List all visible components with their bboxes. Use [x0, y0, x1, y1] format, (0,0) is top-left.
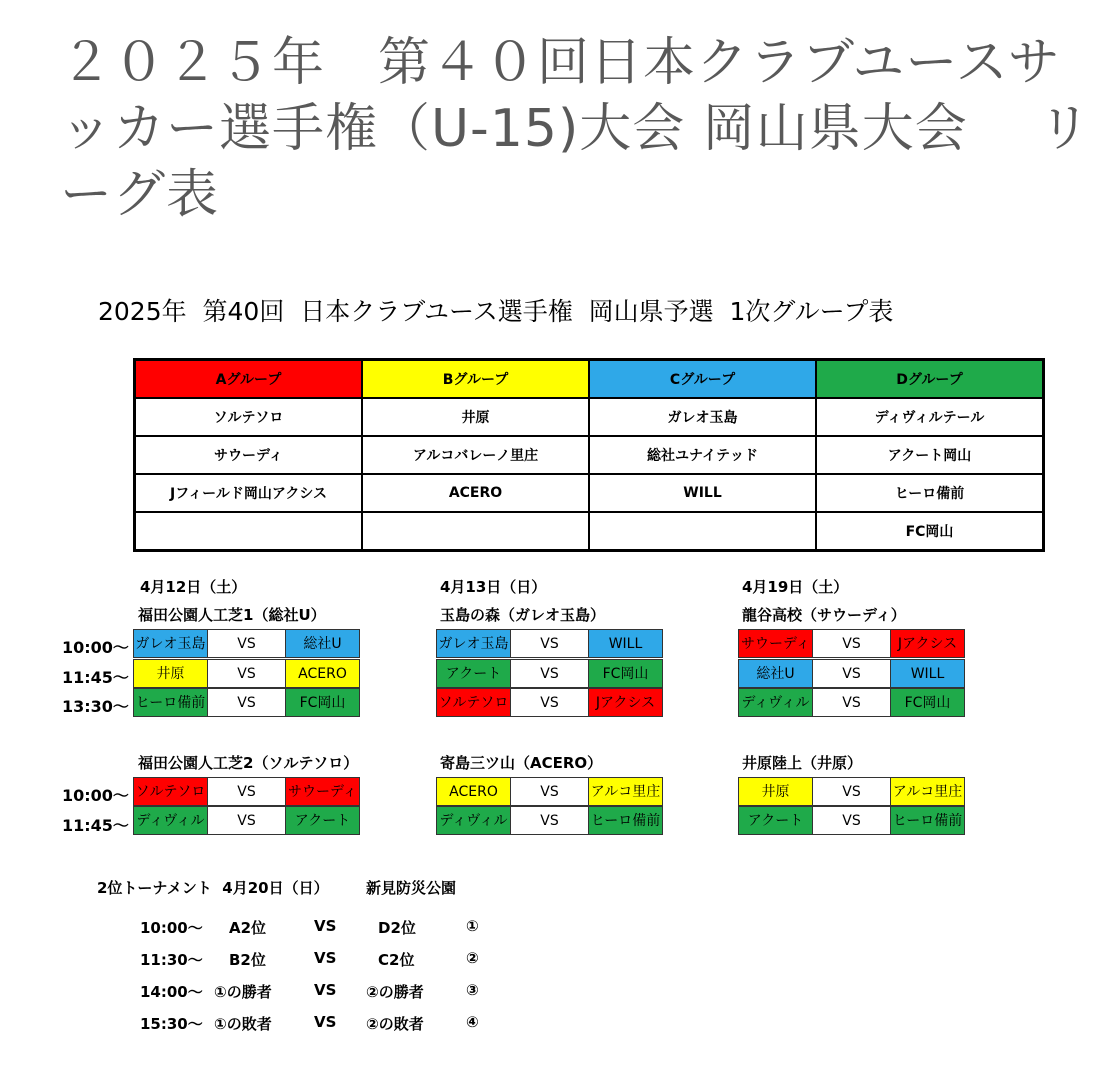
match-row: [436, 688, 663, 717]
group-cell: ディヴィルテール: [816, 398, 1044, 436]
group-d-header: Dグループ: [816, 360, 1044, 399]
away-team: FC岡山: [588, 659, 663, 688]
tournament-team-b: ②の敗者: [366, 1015, 424, 1033]
tournament-time: 15:30～: [140, 1015, 203, 1033]
home-team: ACERO: [436, 777, 511, 806]
tournament-vs: VS: [314, 917, 337, 935]
home-team: ディヴィル: [436, 806, 511, 835]
group-c-header: Cグループ: [589, 360, 816, 399]
home-team: 井原: [133, 659, 208, 688]
day2-venue2: 寄島三ツ山（ACERO）: [440, 754, 603, 772]
away-team: サウーディ: [285, 777, 360, 806]
group-cell: ソルテソロ: [135, 398, 363, 436]
vs-label: VS: [511, 629, 588, 658]
group-cell: アクート岡山: [816, 436, 1044, 474]
group-cell: FC岡山: [816, 512, 1044, 551]
group-row: [135, 436, 1044, 474]
vs-label: VS: [511, 659, 588, 688]
sheet-title: 2025年 第40回 日本クラブユース選手権 岡山県予選 1次グループ表: [98, 297, 894, 326]
group-cell: [362, 512, 589, 551]
tournament-team-b: C2位: [378, 951, 415, 969]
group-cell: アルコバレーノ里庄: [362, 436, 589, 474]
group-row: [135, 474, 1044, 512]
day3-venue2: 井原陸上（井原）: [742, 754, 863, 772]
match-row: [738, 806, 965, 835]
away-team: ヒーロ備前: [588, 806, 663, 835]
away-team: Jアクシス: [890, 629, 965, 658]
home-team: アクート: [738, 806, 813, 835]
time-label: 11:45～: [62, 668, 129, 687]
group-table: [133, 358, 1045, 552]
time-label: 11:45～: [62, 816, 129, 835]
tournament-team-b: ②の勝者: [366, 983, 424, 1001]
day1-venue2: 福田公園人工芝2（ソルテソロ）: [138, 754, 359, 772]
day1-date: 4月12日（土）: [140, 578, 247, 596]
tournament-team-b: D2位: [378, 919, 416, 937]
away-team: WILL: [890, 659, 965, 688]
match-row: [738, 629, 965, 658]
vs-label: VS: [511, 777, 588, 806]
group-row: [135, 512, 1044, 551]
vs-label: VS: [208, 806, 285, 835]
group-cell: [135, 512, 363, 551]
match-row: [436, 777, 663, 806]
group-cell: ガレオ玉島: [589, 398, 816, 436]
group-cell: サウーディ: [135, 436, 363, 474]
group-header-row: [135, 360, 1044, 399]
away-team: アクート: [285, 806, 360, 835]
tournament-team-a: A2位: [229, 919, 267, 937]
away-team: FC岡山: [285, 688, 360, 717]
match-row: [133, 777, 360, 806]
day3-date: 4月19日（土）: [742, 578, 849, 596]
match-row: [133, 688, 360, 717]
vs-label: VS: [208, 659, 285, 688]
away-team: アルコ里庄: [890, 777, 965, 806]
day3-venue1: 龍谷高校（サウーディ）: [742, 606, 906, 624]
group-b-header: Bグループ: [362, 360, 589, 399]
away-team: FC岡山: [890, 688, 965, 717]
away-team: Jアクシス: [588, 688, 663, 717]
tournament-venue: 新見防災公園: [366, 879, 457, 897]
tournament-time: 10:00～: [140, 919, 203, 937]
day2-date: 4月13日（日）: [440, 578, 547, 596]
home-team: ガレオ玉島: [133, 629, 208, 658]
vs-label: VS: [813, 806, 890, 835]
page-title: ２０２５年 第４０回日本クラブユースサッカー選手権（U-15)大会 岡山県大会 リーグ表: [60, 33, 1092, 225]
match-row: [133, 806, 360, 835]
home-team: ソルテソロ: [436, 688, 511, 717]
tournament-match-no: ①: [466, 917, 479, 935]
match-row: [436, 659, 663, 688]
tournament-match-no: ③: [466, 981, 479, 999]
home-team: 井原: [738, 777, 813, 806]
vs-label: VS: [511, 806, 588, 835]
vs-label: VS: [813, 659, 890, 688]
match-row: [738, 688, 965, 717]
group-cell: 井原: [362, 398, 589, 436]
group-cell: WILL: [589, 474, 816, 512]
time-label: 10:00～: [62, 638, 129, 657]
match-row: [436, 629, 663, 658]
match-row: [133, 659, 360, 688]
home-team: ソルテソロ: [133, 777, 208, 806]
match-row: [436, 806, 663, 835]
vs-label: VS: [208, 629, 285, 658]
match-row: [133, 629, 360, 658]
home-team: アクート: [436, 659, 511, 688]
group-cell: [589, 512, 816, 551]
group-cell: ACERO: [362, 474, 589, 512]
vs-label: VS: [813, 688, 890, 717]
tournament-team-a: ①の敗者: [214, 1015, 272, 1033]
group-cell: 総社ユナイテッド: [589, 436, 816, 474]
home-team: ディヴィル: [738, 688, 813, 717]
day2-venue1: 玉島の森（ガレオ玉島）: [440, 606, 606, 624]
away-team: ヒーロ備前: [890, 806, 965, 835]
time-label: 13:30～: [62, 697, 129, 716]
tournament-title: 2位トーナメント 4月20日（日）: [97, 879, 329, 897]
group-a-header: Aグループ: [135, 360, 363, 399]
tournament-vs: VS: [314, 1013, 337, 1031]
tournament-vs: VS: [314, 949, 337, 967]
home-team: ヒーロ備前: [133, 688, 208, 717]
match-row: [738, 659, 965, 688]
vs-label: VS: [511, 688, 588, 717]
vs-label: VS: [208, 688, 285, 717]
away-team: アルコ里庄: [588, 777, 663, 806]
match-row: [738, 777, 965, 806]
tournament-time: 14:00～: [140, 983, 203, 1001]
home-team: ガレオ玉島: [436, 629, 511, 658]
away-team: 総社U: [285, 629, 360, 658]
home-team: ディヴィル: [133, 806, 208, 835]
group-row: [135, 398, 1044, 436]
vs-label: VS: [813, 629, 890, 658]
tournament-team-a: ①の勝者: [214, 983, 272, 1001]
tournament-team-a: B2位: [229, 951, 266, 969]
tournament-vs: VS: [314, 981, 337, 999]
tournament-match-no: ②: [466, 949, 479, 967]
tournament-match-no: ④: [466, 1013, 479, 1031]
away-team: WILL: [588, 629, 663, 658]
time-label: 10:00～: [62, 786, 129, 805]
group-cell: ヒーロ備前: [816, 474, 1044, 512]
home-team: 総社U: [738, 659, 813, 688]
home-team: サウーディ: [738, 629, 813, 658]
day1-venue1: 福田公園人工芝1（総社U）: [138, 606, 326, 624]
tournament-time: 11:30～: [140, 951, 203, 969]
vs-label: VS: [813, 777, 890, 806]
group-cell: Jフィールド岡山アクシス: [135, 474, 363, 512]
vs-label: VS: [208, 777, 285, 806]
away-team: ACERO: [285, 659, 360, 688]
